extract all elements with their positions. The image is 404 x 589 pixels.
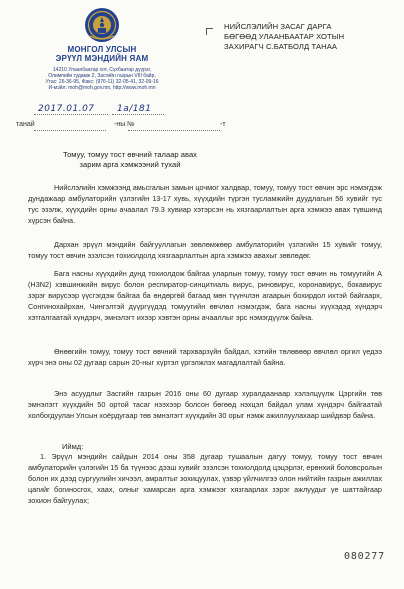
state-emblem-icon xyxy=(84,6,120,44)
address-line: Утас: 26-36-95, Факс: (976-11) 32-05-41, 32-09-16 xyxy=(45,79,159,85)
document-serial-number: 080277 xyxy=(344,551,385,562)
reference-label-left: танай xyxy=(16,121,35,128)
body-paragraph: Нийслэлийн хэмжээнд амьсгалын замын цочмог халдвар, томуу, томуу тост өвчин эрс нэмэгдэж дундажаар амбулаторийн үзлэгийн 13-17 хувь, хүүхдийн түргэн тусламжийн дуудлагын 56 хувийг тус тус эзэлж, хүүхдийн орны ачаалал 79.3 хувиар хэтэрсэн нь хязгаарлалтын арга хэмжээ авах түвшинд хүрсэн байна. xyxy=(28,183,382,225)
decision-label: Иймд: xyxy=(62,442,84,451)
reference-label-right: -т xyxy=(220,121,226,128)
handwritten-number: 1а/181 xyxy=(117,104,152,114)
date-underline xyxy=(34,114,108,115)
reference-label-mid: -ны № xyxy=(114,121,135,128)
recipient-line3: ЗАХИРАГЧ С.БАТБОЛД ТАНАА xyxy=(224,42,338,51)
recipient-line2: БӨГӨӨД УЛААНБААТАР ХОТЫН xyxy=(224,32,345,41)
body-paragraph: Өнөөгийн томуу, томуу тост өвчний тархварзүйн байдал, хэтийн төлөвөөр өвчлөл оргил үедээ хүрч энэ оны 02 дугаар сарын 20-ныг хүртэл үргэлжлэх магадлалтай байна. xyxy=(28,347,382,367)
body-paragraph: Дархан эрүүл мэндийн байгууллагын зөвлөмжөөр амбулаторийн үзлэгийн 15 хувийг томуу, томуу тост өвчин эзэлсэн тохиолдолд хязгаарлалтын арга хэмжээ авахыг зөвлөдөг. xyxy=(28,240,382,260)
body-paragraph: Энэ асуудлыг Засгийн газрын 2016 оны 60 дугаар хуралдаанаар хэлэлцүүлж Цэргийн төв эмнэлэгт хүүхдийн 50 ортой тасаг нээхээр болсон бөгөөд нэхцэл байдал улам хүндэрч байгаатай холбогдуулан Улсын хоёрдугаар төв эмнэлэгт хүүхдийн 30 орыг нэмж ажиллуулахаар шийдвэр байна. xyxy=(28,389,382,420)
reference-underline-left xyxy=(34,130,106,131)
reference-underline-mid xyxy=(128,130,220,131)
address-line: И-мэйл: moh@moh.gov.mn, http://www.moh.mn xyxy=(48,85,156,91)
decision-item-1: 1. Эрүүл мэндийн сайдын 2014 оны 358 дугаар тушаалын дагуу томуу, томуу тост өвчин амбулаторийн үзлэгийн 15 ба түүнээс дээш хувийг эзэлсэн тохиолдолд цэцэрлэг, ерөнхий боловсролын болон их дээд сургуулийн хичээл, амралтыг зохицуулах, үзвэр үйлчилгээ олон нийтийн газрын ажиллах цагийг богиносгох, хаах, олныг хамарсан арга хэмжээг хязгаарлах зэрэг ажлуудыг үе шаттайгаар зохион байгуулах; xyxy=(28,452,382,505)
subject-line2: зарим арга хэмжээний тухай xyxy=(79,160,181,169)
ministry-name-line2: ЭРҮҮЛ МЭНДИЙН ЯАМ xyxy=(55,54,149,63)
subject-line1: Томуу, томуу тост өвчний талаар авах xyxy=(63,150,197,159)
body-paragraph: Бага насны хүүхдийн дунд тохиолдож байгаа уларлын томуу, томуу тост өвчин нь томуугийн А (H3N2) хэвшинжийн вирус болон респиратор-синцитиаль вирус, риновирус, коронавирус, бокавирус зэрэг вирусээр үүсгэгдэж байгаа ба өндөргөй багаад мөн түүнчлэн агаарын бохирдол ихтэй байгаарх, Сонгинохайрхан, Чингэлтэй дүүргүүдэд томуугийн өвчлөл нэмэгдэж, бага насны хүүхэдэд хүндэрч хэтгалгаатай хүндэрч, эмнэлэгт ихээр хэвтэн орны ачааллыг эрс нэмэгдүүлж байна. xyxy=(28,269,382,322)
handwritten-date: 2017.01.07 xyxy=(38,104,95,114)
number-underline xyxy=(112,114,164,115)
address-line: Олимпийн гудамж 2, Засгийн газрын VIII байр, xyxy=(48,73,156,79)
address-corner-mark xyxy=(206,28,213,35)
recipient-line1: НИЙСЛЭЛИЙН ЗАСАГ ДАРГА xyxy=(224,22,332,31)
address-line: 14210 Улаанбаатар хот, Сүхбаатар дүүрэг, xyxy=(52,67,152,73)
ministry-name-line1: МОНГОЛ УЛСЫН xyxy=(67,45,137,54)
